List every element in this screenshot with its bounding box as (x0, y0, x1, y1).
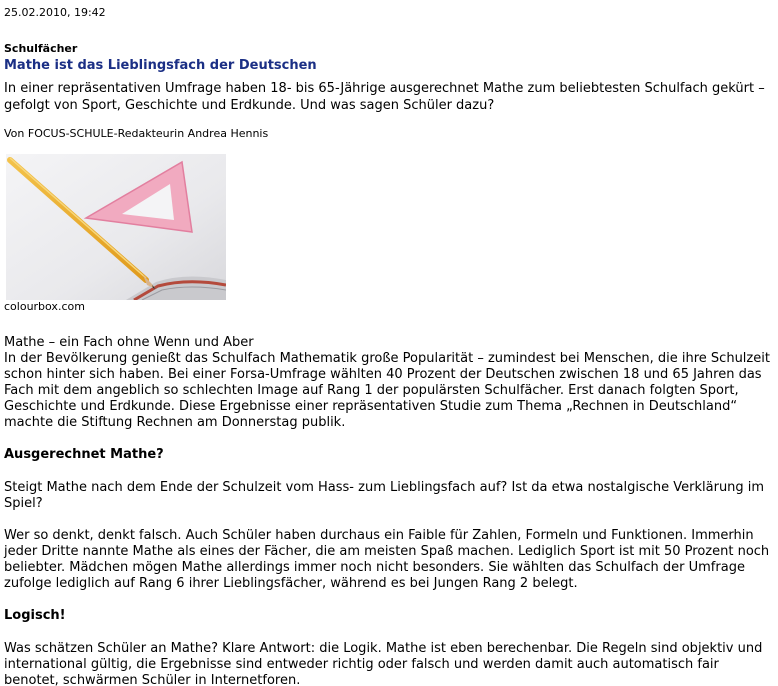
article-image (6, 154, 226, 300)
paragraph-4: Was schätzen Schüler an Mathe? Klare Antwort: die Logik. Mathe ist eben berechenbar. Die Regeln sind objektiv und international gültig, die Ergebnisse sind entweder richtig oder falsch und werden damit auch automatisch fair benotet, schwärmen Schüler in Internetforen. (4, 641, 763, 686)
section-text: In der Bevölkerung genießt das Schulfach Mathematik große Popularität – zumindest bei Menschen, die ihre Schulzeit schon hinter sich haben. Bei einer Forsa-Umfrage wählten 40 Prozent der Deutschen zwischen 18 und 65 Jahren das Fach mit dem angeblich so schlechten Image auf Rang 1 der populärsten Schulfächer. Erst danach folgten Sport, Geschichte und Erdkunde. Diese Ergebnisse einer repräsentativen Studie zum Thema „Rechnen in Deutschland“ machte die Stiftung Rechnen am Donnerstag publik. (4, 351, 770, 430)
subheading-logisch: Logisch! (4, 608, 66, 623)
article-timestamp: 25.02.2010, 19:42 (4, 6, 106, 19)
section-title: Mathe – ein Fach ohne Wenn und Aber (4, 335, 254, 350)
image-caption: colourbox.com (4, 300, 85, 313)
article-headline: Mathe ist das Lieblingsfach der Deutschen (4, 58, 317, 73)
article-kicker: Schulfächer (4, 42, 78, 55)
section-intro (4, 335, 774, 431)
article-lead: In einer repräsentativen Umfrage haben 18- bis 65-Jährige ausgerechnet Mathe zum beliebtesten Schulfach gekürt – gefolgt von Sport, Geschichte und Erdkunde. Und was sagen Schüler dazu? (4, 81, 765, 113)
subheading-ausgerechnet: Ausgerechnet Mathe? (4, 447, 164, 462)
article-byline: Von FOCUS-SCHULE-Redakteurin Andrea Hennis (4, 127, 269, 140)
paragraph-2: Steigt Mathe nach dem Ende der Schulzeit vom Hass- zum Lieblingsfach auf? Ist da etwa nostalgische Verklärung im Spiel? (4, 480, 765, 511)
pencil-triangle-illustration (6, 154, 226, 300)
paragraph-3: Wer so denkt, denkt falsch. Auch Schüler haben durchaus ein Faible für Zahlen, Formeln und Funktionen. Immerhin jeder Dritte nannte Mathe als eines der Fächer, die am meisten Spaß machen. Lediglich Sport ist mit 50 Prozent noch beliebter. Mädchen mögen Mathe allerdings immer noch nicht besonders. Sie wählten das Schulfach der Umfrage zufolge lediglich auf Rang 6 ihrer Lieblingsfächer, während es bei Jungen Rang 2 belegt. (4, 528, 770, 591)
